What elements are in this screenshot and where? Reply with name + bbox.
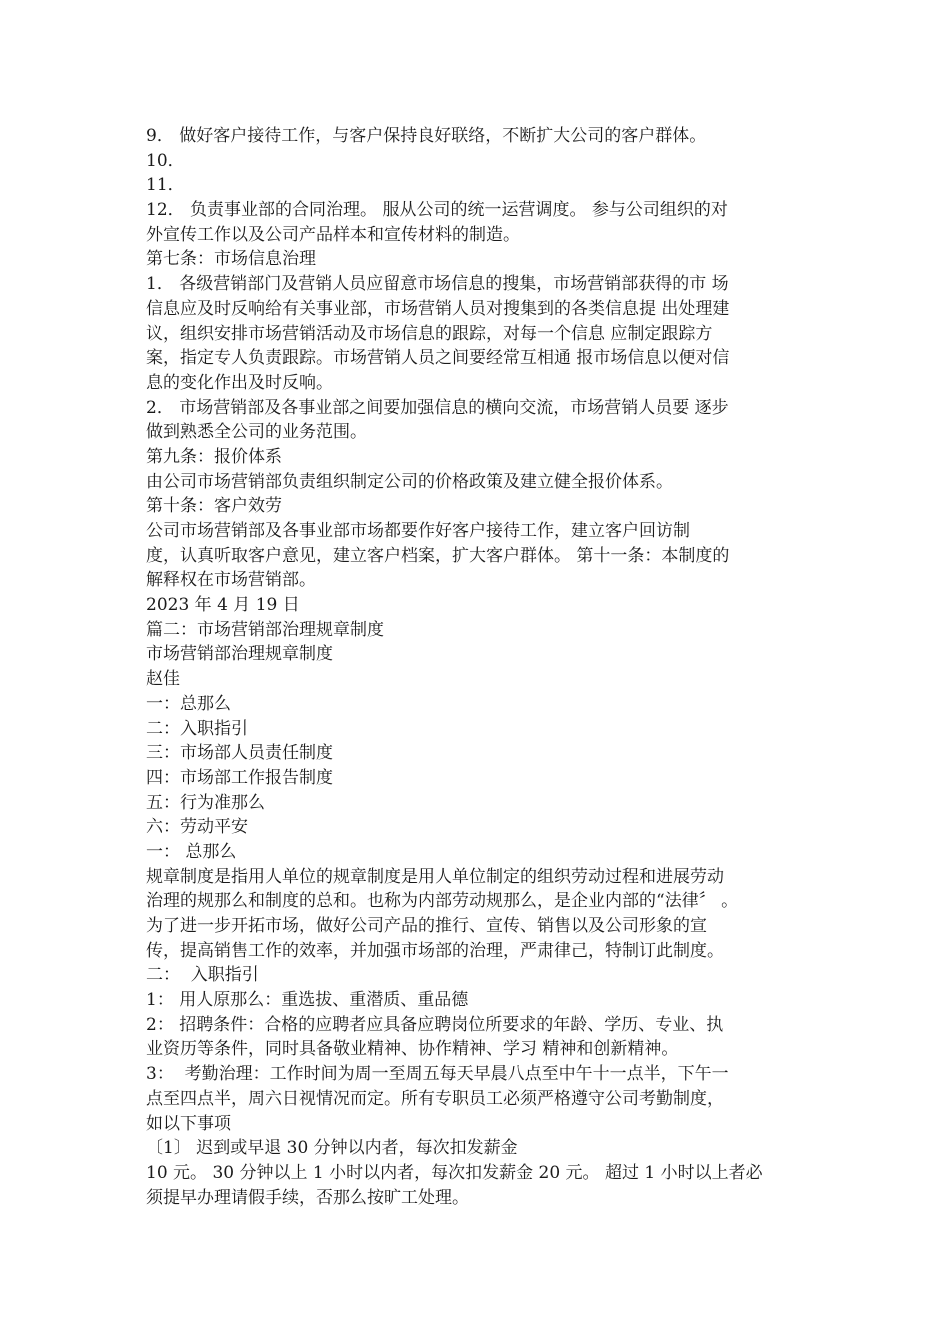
toc-item: 五：行为准那么 — [146, 792, 265, 813]
text-line: 12． 负责事业部的合同治理。 服从公司的统一运营调度。 参与公司组织的对 — [146, 200, 728, 221]
text-line: 如以下事项 — [146, 1113, 231, 1134]
text-line: 度，认真听取客户意见，建立客户档案，扩大客户群体。 第十一条：本制度的 — [146, 545, 730, 566]
section-heading: 二： 入职指引 — [146, 965, 259, 986]
document-body — [146, 124, 806, 1210]
text-line: 须提早办理请假手续，否那么按旷工处理。 — [146, 1187, 469, 1208]
toc-item: 四：市场部工作报告制度 — [146, 767, 333, 788]
text-line: 10 元。 30 分钟以上 1 小时以内者，每次扣发薪金 20 元。 超过 1 小时以上者必 — [146, 1162, 763, 1183]
toc-item: 二：入职指引 — [146, 718, 248, 739]
text-line: 传，提高销售工作的效率，并加强市场部的治理，严肃律己，特制订此制度。 — [146, 940, 724, 961]
text-line: 11． — [146, 175, 185, 196]
text-line: 9． 做好客户接待工作，与客户保持良好联络，不断扩大公司的客户群体。 — [146, 126, 707, 146]
text-line: 做到熟悉全公司的业务范围。 — [146, 422, 367, 443]
text-line: 3： 考勤治理：工作时间为周一至周五每天早晨八点至中午十一点半，下午一 — [146, 1064, 729, 1085]
text-line: 业资历等条件，同时具备敬业精神、协作精神、学习 精神和创新精神。 — [146, 1039, 679, 1060]
section-heading: 一： 总那么 — [146, 841, 237, 862]
chapter-title: 篇二：市场营销部治理规章制度 — [146, 619, 384, 640]
text-line: 治理的规那么和制度的总和。也称为内部劳动规那么，是企业内部的“法律〞 。 — [146, 891, 739, 912]
toc-item: 一：总那么 — [146, 693, 231, 714]
section-heading: 第九条：报价体系 — [146, 446, 282, 467]
text-line: 为了进一步开拓市场，做好公司产品的推行、宣传、销售以及公司形象的宣 — [146, 916, 707, 936]
text-line: 议，组织安排市场营销活动及市场信息的跟踪，对每一个信息 应制定跟踪方 — [146, 323, 713, 344]
text-line: 解释权在市场营销部。 — [146, 570, 316, 591]
text-line: 点至四点半，周六日视情况而定。所有专职员工必须严格遵守公司考勤制度， — [146, 1088, 724, 1109]
text-line: 信息应及时反响给有关事业部，市场营销人员对搜集到的各类信息提 出处理建 — [146, 298, 730, 319]
text-line: 2． 市场营销部及各事业部之间要加强信息的横向交流，市场营销人员要 逐步 — [146, 397, 729, 418]
date-line: 2023 年 4 月 19 日 — [146, 595, 300, 616]
text-line: 外宣传工作以及公司产品样本和宣传材料的制造。 — [146, 224, 520, 245]
toc-item: 三：市场部人员责任制度 — [146, 743, 333, 764]
text-line: 公司市场营销部及各事业部市场都要作好客户接待工作，建立客户回访制 — [146, 521, 690, 541]
document-title: 市场营销部治理规章制度 — [146, 644, 333, 665]
text-line: 由公司市场营销部负责组织制定公司的价格政策及建立健全报价体系。 — [146, 471, 673, 492]
text-line: 〔1〕 迟到或早退 30 分钟以内者，每次扣发薪金 — [146, 1138, 518, 1159]
text-line: 2： 招聘条件：合格的应聘者应具备应聘岗位所要求的年龄、学历、专业、执 — [146, 1014, 724, 1035]
section-heading: 第十条：客户效劳 — [146, 496, 282, 517]
text-line: 1： 用人原那么：重选拔、重潜质、重品德 — [146, 990, 469, 1011]
author-name: 赵佳 — [146, 669, 180, 690]
text-line: 10． — [146, 150, 185, 171]
toc-item: 六：劳动平安 — [146, 817, 248, 838]
text-line: 1． 各级营销部门及营销人员应留意市场信息的搜集，市场营销部获得的市 场 — [146, 274, 729, 295]
text-line: 规章制度是指用人单位的规章制度是用人单位制定的组织劳动过程和进展劳动 — [146, 866, 724, 887]
section-heading: 第七条：市场信息治理 — [146, 249, 316, 270]
text-line: 案，指定专人负责跟踪。市场营销人员之间要经常互相通 报市场信息以便对信 — [146, 348, 730, 369]
text-line: 息的变化作出及时反响。 — [146, 372, 333, 393]
